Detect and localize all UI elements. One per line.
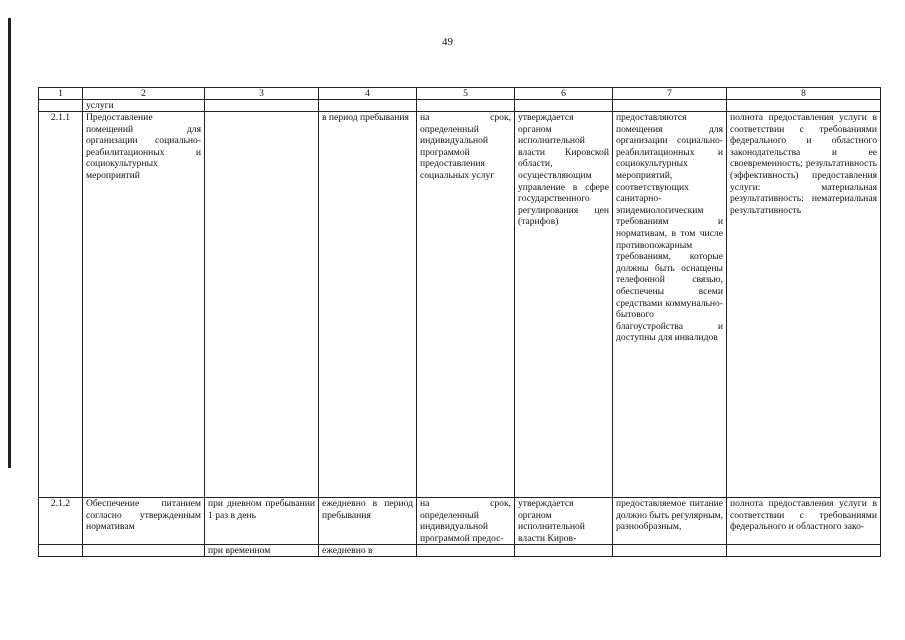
table-row <box>39 498 881 545</box>
header-cell: 3 <box>205 88 319 100</box>
header-row <box>39 88 881 100</box>
header-cell: 4 <box>319 88 417 100</box>
cell-col3: при временном <box>205 545 319 557</box>
scan-edge-line <box>8 18 11 468</box>
page-number: 49 <box>442 36 453 48</box>
row-number: 2.1.1 <box>39 112 83 498</box>
header-cell: 2 <box>83 88 205 100</box>
cell-col6: утверждается органом исполнительной власти Кировской области, осуществляющим управление в сфере государственного регулирования цен (тарифов) <box>515 112 613 498</box>
continued-label: услуги <box>83 100 205 112</box>
cell-col5: на срок, определенный индивидуальной программой предоставления социальных услуг <box>417 112 515 498</box>
cell-col6: утверждается органом исполнительной власти Киров- <box>515 498 613 545</box>
row-number: 2.1.2 <box>39 498 83 545</box>
service-name: Предоставление помещений для организации социально-реабилитационных и социокультурных мероприятий <box>83 112 205 498</box>
cell-col8: полнота предоставления услуги в соответствии с требованиями федерального и областного зако- <box>727 498 881 545</box>
header-cell: 1 <box>39 88 83 100</box>
header-cell: 6 <box>515 88 613 100</box>
header-cell: 7 <box>613 88 727 100</box>
header-cell: 5 <box>417 88 515 100</box>
continuation-row <box>39 100 881 112</box>
cell-col4: ежедневно в <box>319 545 417 557</box>
truncated-row <box>39 545 881 557</box>
cell-col3: при дневном пребывании 1 раз в день <box>205 498 319 545</box>
cell-col8: полнота предоставления услуги в соответствии с требованиями федерального и областного законодательства и ее своевременность; результативность (эффективность) предоставления услуги: материальная результативность; нематериальная результативность <box>727 112 881 498</box>
cell-col7: предоставляются помещения для организации социально-реабилитационных и социокультурных мероприятий, соответствующих санитарно-эпидемиологическим требованиям и нормативам, в том числе противопожарным требованиям, которые должны быть оснащены телефонной связью, обеспечены всеми средствами коммунально-бытового благоустройства и доступны для инвалидов <box>613 112 727 498</box>
cell-col4: ежедневно в период пребывания <box>319 498 417 545</box>
cell-col5: на срок, определенный индивидуальной программой предос- <box>417 498 515 545</box>
cell-col3 <box>205 112 319 498</box>
cell-col4: в период пребывания <box>319 112 417 498</box>
services-table <box>38 87 881 557</box>
table-row <box>39 112 881 498</box>
cell-col7: предоставляемое питание должно быть регулярным, разнообразным, <box>613 498 727 545</box>
service-name: Обеспечение питанием согласно утвержденным нормативам <box>83 498 205 545</box>
header-cell: 8 <box>727 88 881 100</box>
